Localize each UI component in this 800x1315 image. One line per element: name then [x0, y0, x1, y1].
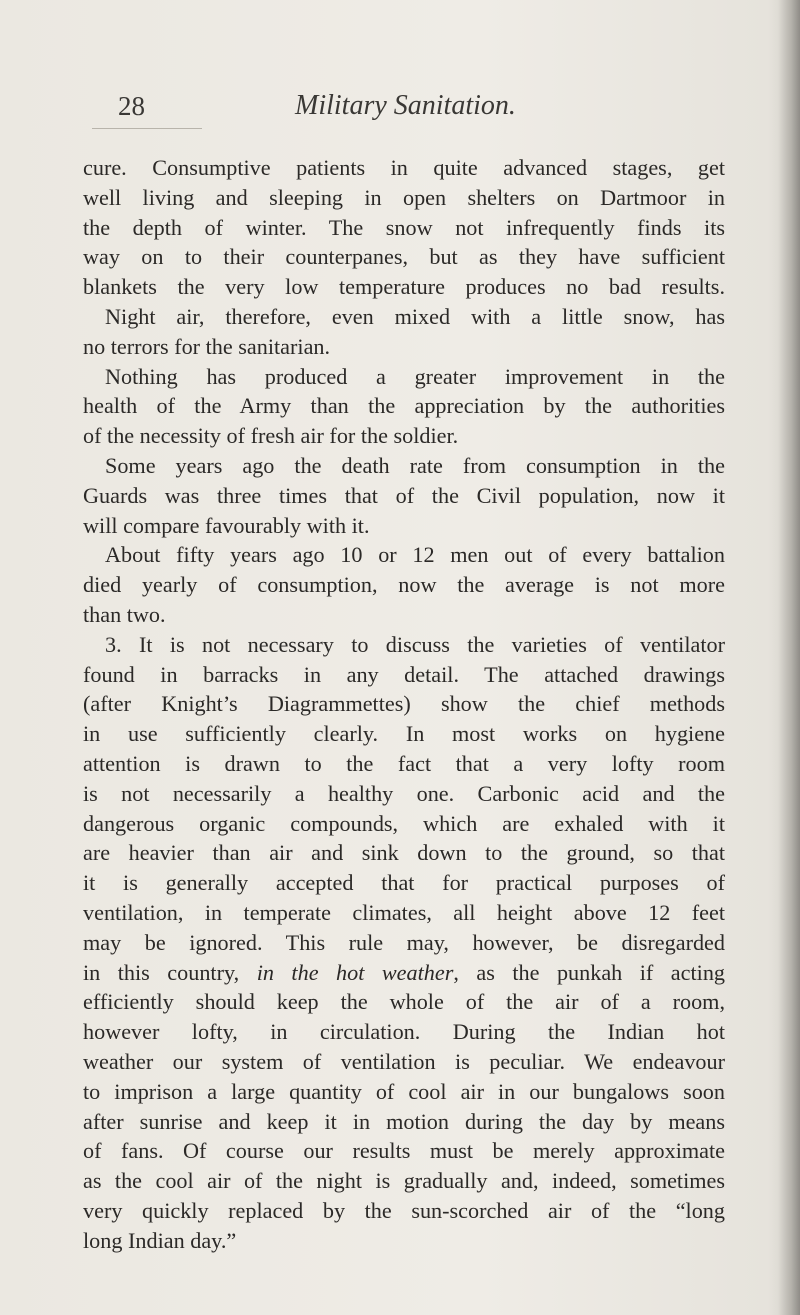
- text-line: as the cool air of the night is gradually and, indeed, sometimes: [83, 1168, 725, 1194]
- header-rule: [92, 128, 202, 129]
- text-line: is not necessarily a healthy one. Carbonic acid and the: [83, 780, 725, 806]
- text-line: however lofty, in circulation. During the Indian hot: [83, 1019, 725, 1045]
- text-line: of the necessity of fresh air for the soldier.: [83, 423, 459, 449]
- text-line: 3. It is not necessary to discuss the varieties of ventilator: [105, 631, 725, 657]
- text-line: in use sufficiently clearly. In most works on hygiene: [83, 721, 725, 747]
- body-text: [83, 153, 725, 1255]
- text-line: weather our system of ventilation is peculiar. We endeavour: [83, 1048, 725, 1074]
- text-line: found in barracks in any detail. The attached drawings: [83, 661, 725, 687]
- text-line: the depth of winter. The snow not infrequently finds its: [83, 214, 725, 240]
- text-line: health of the Army than the appreciation by the authorities: [83, 393, 725, 419]
- page-edge-shadow: [778, 0, 800, 1315]
- text-line: Guards was three times that of the Civil population, now it: [83, 482, 725, 508]
- text-segment: in this country,: [83, 959, 240, 985]
- text-line-mixed: [83, 958, 725, 988]
- italic-phrase: in the hot weather: [256, 959, 454, 985]
- text-line: Some years ago the death rate from consumption in the: [105, 452, 725, 478]
- page-title: Military Sanitation.: [295, 90, 516, 121]
- text-line: it is generally accepted that for practical purposes of: [83, 870, 725, 896]
- text-line: About fifty years ago 10 or 12 men out of every battalion: [105, 542, 725, 568]
- text-line: Night air, therefore, even mixed with a little snow, has: [105, 303, 725, 329]
- text-line: died yearly of consumption, now the average is not more: [83, 572, 725, 598]
- text-line: to imprison a large quantity of cool air in our bungalows soon: [83, 1078, 725, 1104]
- text-line: after sunrise and keep it in motion during the day by means: [83, 1108, 725, 1134]
- running-head: [118, 88, 678, 128]
- text-line: than two.: [83, 601, 166, 627]
- text-line: are heavier than air and sink down to the ground, so that: [83, 840, 725, 866]
- text-line: Nothing has produced a greater improvement in the: [105, 363, 725, 389]
- text-line: (after Knight’s Diagrammettes) show the chief methods: [83, 691, 725, 717]
- text-line: ventilation, in temperate climates, all height above 12 feet: [83, 899, 725, 925]
- text-line: attention is drawn to the fact that a very lofty room: [83, 750, 725, 776]
- text-segment: , as the punkah if acting: [453, 959, 726, 985]
- text-line: cure. Consumptive patients in quite advanced stages, get: [83, 155, 725, 180]
- text-line: of fans. Of course our results must be merely approximate: [83, 1138, 725, 1164]
- text-line: will compare favourably with it.: [83, 512, 370, 538]
- text-line: blankets the very low temperature produces no bad results.: [83, 274, 725, 300]
- text-line: no terrors for the sanitarian.: [83, 333, 331, 359]
- text-line: may be ignored. This rule may, however, be disregarded: [83, 929, 725, 955]
- text-line: long Indian day.”: [83, 1227, 237, 1253]
- page-number: 28: [118, 91, 145, 121]
- text-line: well living and sleeping in open shelters on Dartmoor in: [83, 184, 725, 210]
- text-line: way on to their counterpanes, but as they have sufficient: [83, 244, 725, 270]
- text-line: efficiently should keep the whole of the air of a room,: [83, 989, 725, 1015]
- text-line: dangerous organic compounds, which are exhaled with it: [83, 810, 725, 836]
- text-line: very quickly replaced by the sun-scorched air of the “long: [83, 1197, 725, 1223]
